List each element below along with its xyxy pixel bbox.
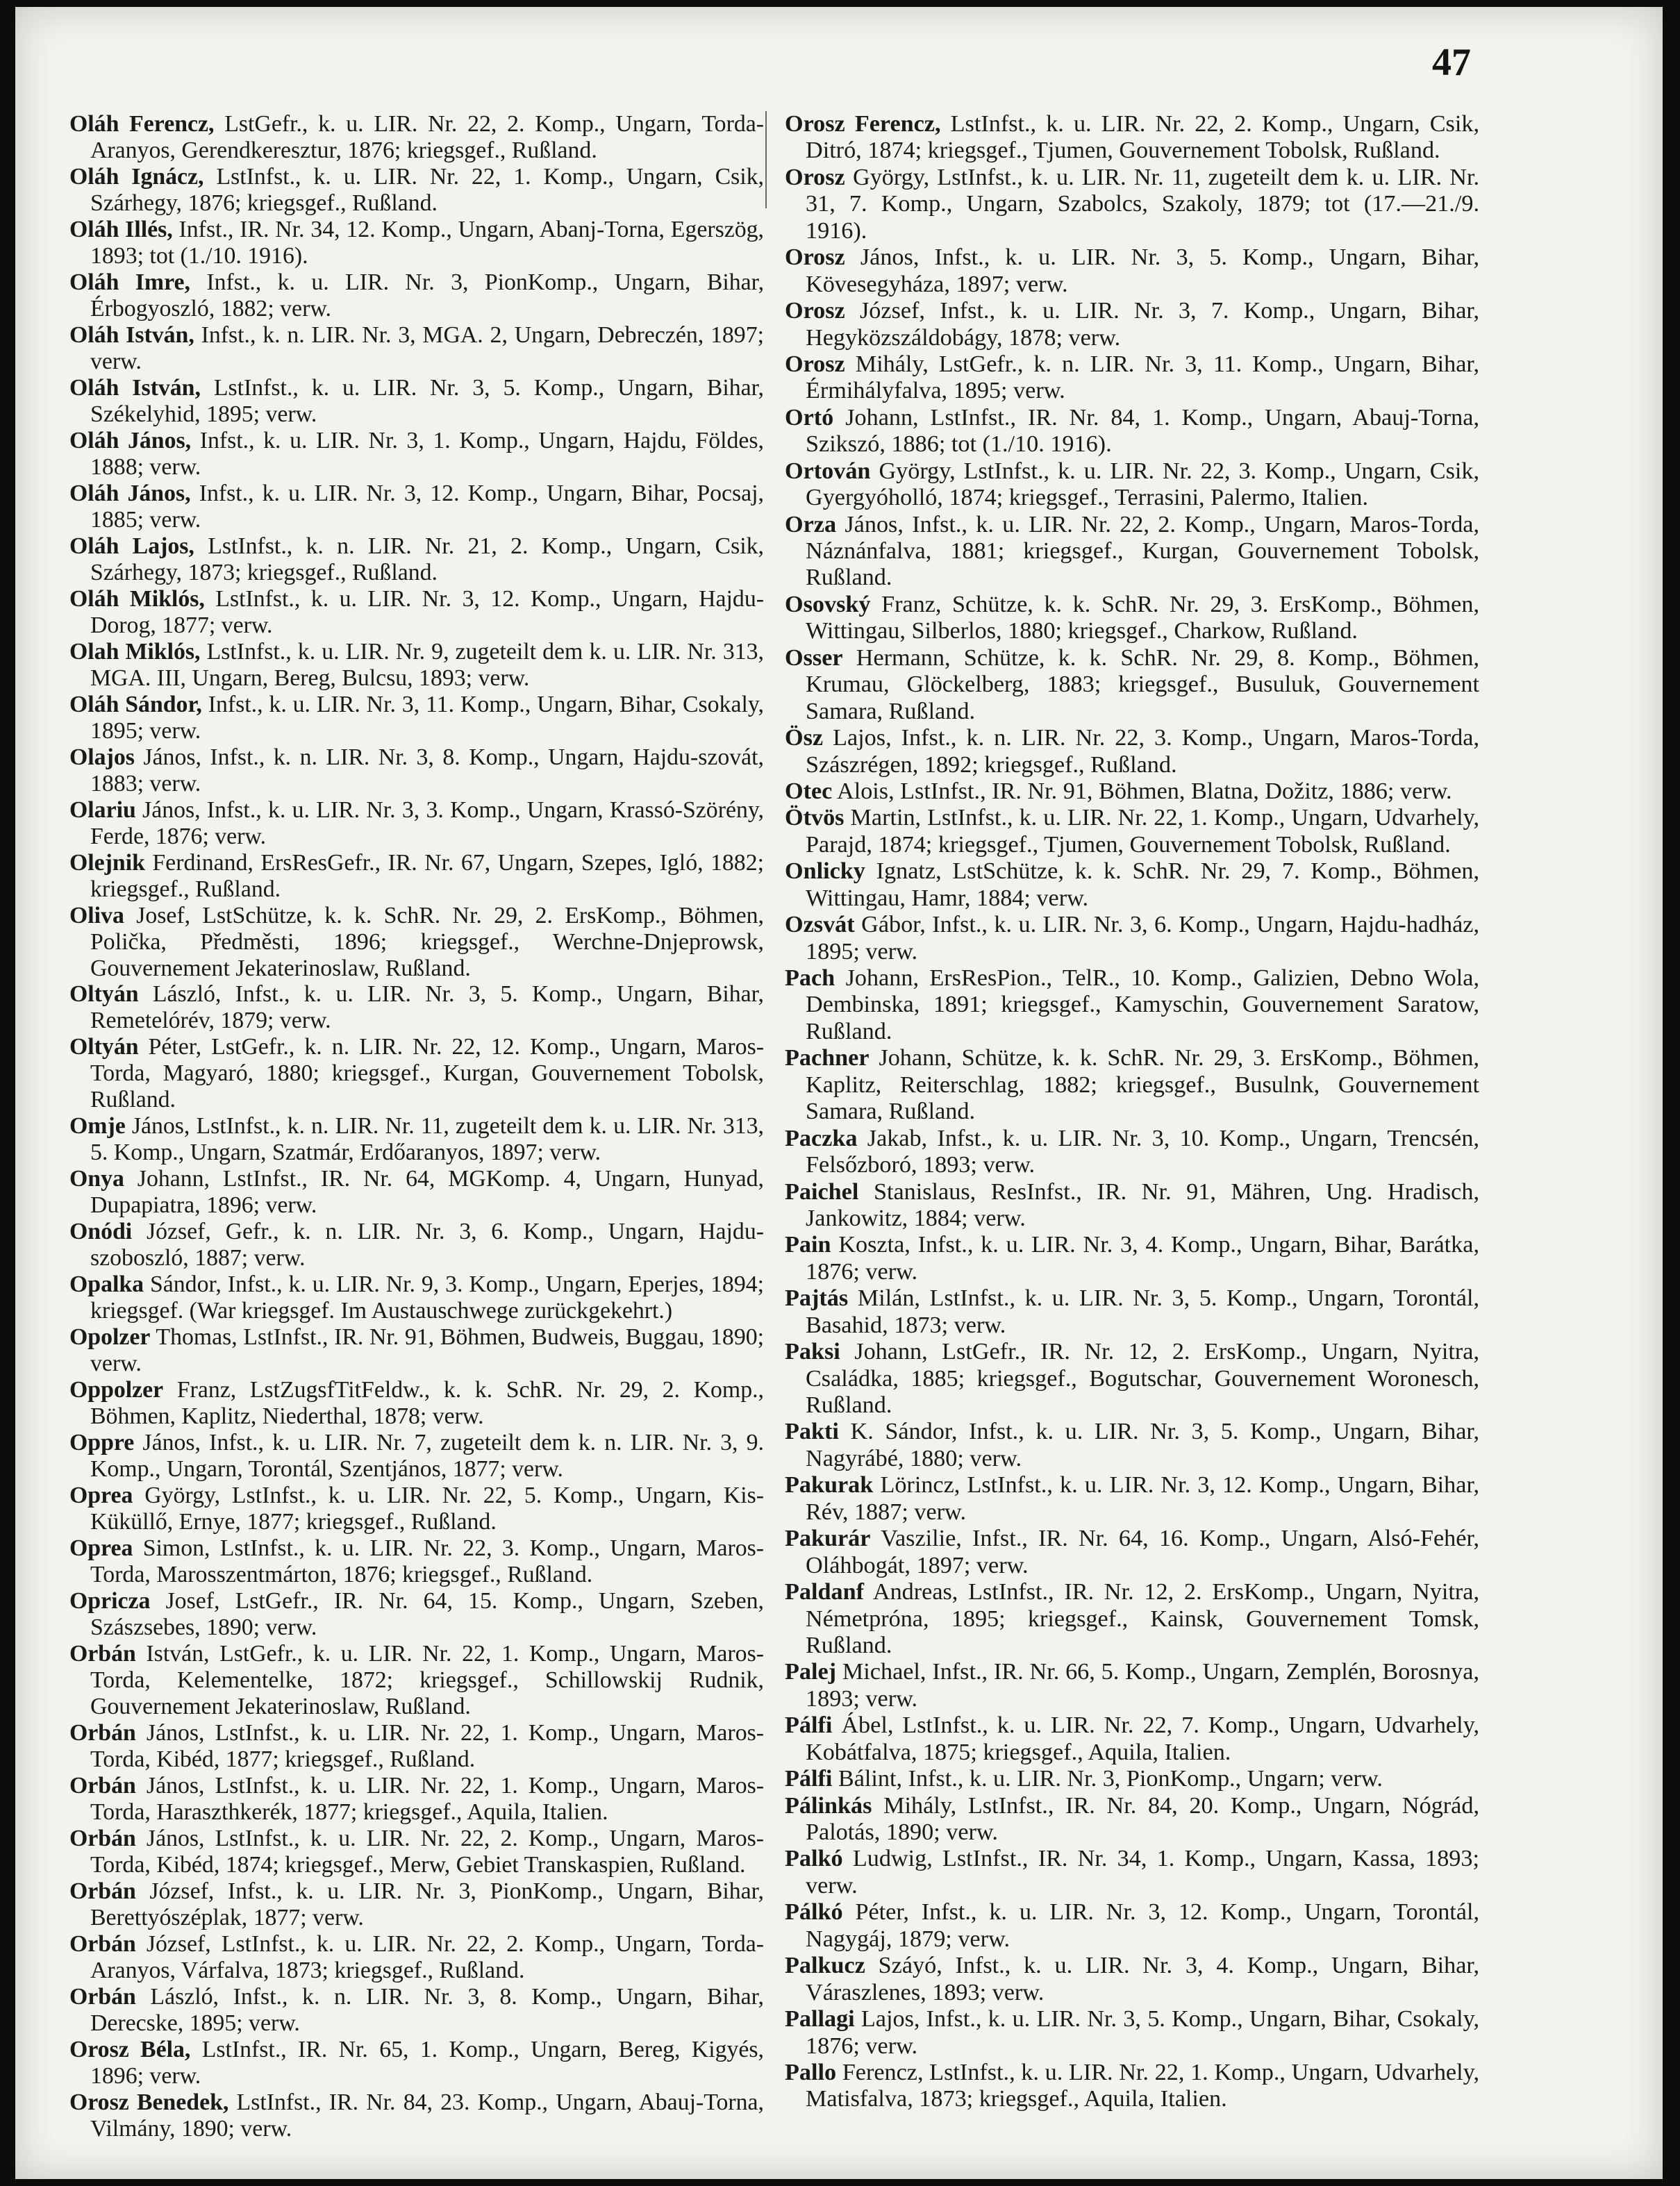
entry-details: Vaszilie, Infst., IR. Nr. 64, 16. Komp., Ungarn, Alsó-Fehér, Oláhbogát, 1897; verw. — [806, 1526, 1480, 1578]
entry-details: Ferdinand, ErsResGefr., IR. Nr. 67, Ungarn, Szepes, Igló, 1882; kriegsgef., Rußland. — [90, 849, 764, 902]
entry-details: LstInfst., k. u. LIR. Nr. 3, 12. Komp., Ungarn, Hajdu-Dorog, 1877; verw. — [90, 585, 764, 638]
list-entry — [785, 165, 1479, 244]
entry-name: Pálkó — [785, 1899, 843, 1926]
list-entry — [785, 1953, 1479, 2006]
list-entry — [785, 458, 1479, 512]
list-entry — [69, 269, 764, 322]
list-entry — [785, 1339, 1479, 1419]
list-entry — [785, 1846, 1479, 1899]
entry-details: Martin, LstInfst., k. u. LIR. Nr. 22, 1. Komp., Ungarn, Udvarhely, Parajd, 1874; kriegsgef., Tjumen, Gouvernement Tobolsk, Rußland. — [806, 805, 1480, 858]
entry-details: János, Infst., k. n. LIR. Nr. 3, 8. Komp., Ungarn, Hajdu-szovát, 1883; verw. — [90, 744, 765, 796]
entry-name: Oláh Sándor, — [69, 691, 202, 717]
entry-details: Mihály, LstGefr., k. n. LIR. Nr. 3, 11. Komp., Ungarn, Bihar, Érmihályfalva, 1895; verw. — [806, 351, 1479, 404]
list-entry — [785, 2006, 1479, 2060]
entry-details: Infst., k. u. LIR. Nr. 3, 11. Komp., Ungarn, Bihar, Csokaly, 1895; verw. — [90, 691, 764, 744]
entry-name: Paksi — [785, 1339, 840, 1365]
entry-name: Paichel — [785, 1178, 859, 1205]
entry-name: Osovský — [785, 591, 871, 617]
entry-details: Infst., k. u. LIR. Nr. 3, 1. Komp., Ungarn, Hajdu, Földes, 1888; verw. — [90, 427, 764, 480]
list-entry — [785, 298, 1479, 351]
entry-details: Josef, LstSchütze, k. k. SchR. Nr. 29, 2. ErsKomp., Böhmen, Polička, Předměsti, 1896; kriegsgef., Werchne-Dnjeprowsk, Gouvernement Jekaterinoslaw, Rußland. — [90, 902, 764, 981]
list-entry — [785, 2060, 1479, 2113]
page-number: 47 — [1432, 41, 1471, 84]
entry-name: Paczka — [785, 1125, 858, 1151]
entry-name: Orbán — [69, 1930, 136, 1957]
list-entry — [785, 1045, 1479, 1125]
column-divider — [765, 111, 767, 208]
entry-details: LstInfst., k. u. LIR. Nr. 22, 1. Komp., Ungarn, Csik, Szárhegy, 1876; kriegsgef., Rußland. — [90, 163, 764, 216]
entry-details: Johann, LstGefr., IR. Nr. 12, 2. ErsKomp., Ungarn, Nyitra, Családka, 1885; kriegsgef., Bogutschar, Gouvernement Woronesch, Rußland. — [806, 1339, 1479, 1418]
entry-name: Palkó — [785, 1846, 843, 1872]
entry-name: Osser — [785, 644, 843, 671]
entry-details: László, Infst., k. n. LIR. Nr. 3, 8. Komp., Ungarn, Bihar, Derecske, 1895; verw. — [90, 1983, 764, 2036]
list-entry — [69, 797, 764, 850]
list-entry — [69, 1720, 764, 1773]
list-entry — [785, 965, 1479, 1045]
entry-name: Ortován — [785, 458, 871, 484]
list-entry — [785, 1793, 1479, 1846]
entry-name: Oláh Miklós, — [69, 585, 205, 612]
list-entry — [785, 1526, 1479, 1579]
entry-details: Péter, LstGefr., k. n. LIR. Nr. 22, 12. Komp., Ungarn, Maros-Torda, Magyaró, 1880; kriegsgef., Kurgan, Gouvernement Tobolsk, Rußland. — [90, 1034, 764, 1113]
entry-name: Oláh Ferencz, — [69, 111, 215, 137]
entry-name: Paldanf — [785, 1579, 864, 1605]
entry-details: LstInfst., IR. Nr. 65, 1. Komp., Ungarn, Bereg, Kigyés, 1896; verw. — [90, 2036, 764, 2089]
list-entry — [785, 778, 1479, 805]
list-entry — [785, 592, 1479, 645]
entry-details: János, Infst., k. u. LIR. Nr. 7, zugeteilt dem k. n. LIR. Nr. 3, 9. Komp., Ungarn, Torontál, Szentjános, 1877; verw. — [90, 1430, 764, 1483]
list-entry — [69, 1166, 764, 1219]
list-entry — [69, 1271, 764, 1324]
entry-name: Orosz Béla, — [69, 2036, 191, 2062]
entry-details: Johann, Schütze, k. k. SchR. Nr. 29, 3. ErsKomp., Böhmen, Kaplitz, Reiterschlag, 1882; kriegsgef., Busulnk, Gouvernement Samara, Rußland. — [806, 1045, 1479, 1125]
entry-name: Oprea — [69, 1535, 133, 1562]
entry-details: Lajos, Infst., k. n. LIR. Nr. 22, 3. Komp., Ungarn, Maros-Torda, Szászrégen, 1892; kriegsgef., Rußland. — [806, 725, 1479, 778]
entry-details: János, LstInfst., k. u. LIR. Nr. 22, 1. Komp., Ungarn, Maros-Torda, Kibéd, 1877; kriegsgef., Rußland. — [90, 1720, 764, 1773]
list-entry — [69, 2089, 764, 2142]
list-entry — [69, 639, 764, 692]
list-entry — [785, 1419, 1479, 1472]
entry-name: Opricza — [69, 1588, 151, 1615]
entry-details: Sándor, Infst., k. u. LIR. Nr. 9, 3. Komp., Ungarn, Eperjes, 1894; kriegsgef. (War kriegsgef. Im Austauschwege zurückgekehrt.) — [90, 1271, 764, 1324]
list-entry — [69, 744, 764, 797]
entry-details: Infst., k. u. LIR. Nr. 3, PionKomp., Ungarn, Bihar, Érbogyoszló, 1882; verw. — [90, 269, 765, 322]
entry-name: Opolzer — [69, 1324, 151, 1351]
list-entry — [69, 1641, 764, 1720]
list-entry — [785, 805, 1479, 858]
list-entry — [785, 1899, 1479, 1953]
entry-name: Pálfi — [785, 1712, 833, 1739]
list-entry — [69, 1535, 764, 1588]
entry-name: Olajos — [69, 744, 135, 770]
list-entry — [69, 1773, 764, 1826]
entry-details: János, LstInfst., k. u. LIR. Nr. 22, 1. Komp., Ungarn, Maros-Torda, Haraszthkerék, 1877; kriegsgef., Aquila, Italien. — [90, 1773, 764, 1825]
entry-name: Pachner — [785, 1045, 870, 1071]
list-entry — [69, 1219, 764, 1271]
list-entry — [69, 586, 764, 639]
entry-name: Otec — [785, 778, 833, 804]
entry-name: Pakurár — [785, 1526, 871, 1552]
entry-name: Pajtás — [785, 1285, 849, 1312]
entry-details: János, Infst., k. u. LIR. Nr. 3, 5. Komp., Ungarn, Bihar, Kövesegyháza, 1897; verw. — [806, 244, 1479, 297]
list-entry — [69, 1430, 764, 1483]
entry-details: Johann, LstInfst., IR. Nr. 64, MGKomp. 4, Ungarn, Hunyad, Dupapiatra, 1896; verw. — [90, 1166, 764, 1219]
entry-name: Oltyán — [69, 981, 139, 1008]
entry-name: Ösz — [785, 725, 824, 751]
list-entry — [69, 111, 764, 164]
entry-name: Orosz Benedek, — [69, 2089, 229, 2115]
list-entry — [785, 1285, 1479, 1339]
list-entry — [69, 1324, 764, 1377]
list-entry — [69, 375, 764, 428]
list-entry — [69, 322, 764, 375]
entry-name: Orza — [785, 511, 837, 537]
entry-name: Pain — [785, 1232, 831, 1258]
list-entry — [69, 1878, 764, 1931]
entry-details: Franz, LstZugsfTitFeldw., k. k. SchR. Nr. 29, 2. Komp., Böhmen, Kaplitz, Niederthal, 1878; verw. — [90, 1377, 764, 1430]
list-entry — [785, 1232, 1479, 1285]
entry-name: Oláh Lajos, — [69, 533, 194, 559]
list-entry — [69, 1377, 764, 1430]
entry-name: Pálfi — [785, 1766, 833, 1792]
list-entry — [785, 725, 1479, 778]
entry-name: Orosz — [785, 298, 845, 324]
entry-name: Oláh Imre, — [69, 269, 190, 295]
entry-details: Jakab, Infst., k. u. LIR. Nr. 3, 10. Komp., Ungarn, Trencsén, Felsőzboró, 1893; verw. — [806, 1125, 1479, 1178]
list-entry — [69, 164, 764, 217]
entry-name: Oláh István, — [69, 322, 194, 348]
entry-details: Ferencz, LstInfst., k. u. LIR. Nr. 22, 1. Komp., Ungarn, Udvarhely, Matisfalva, 1873; kriegsgef., Aquila, Italien. — [806, 2059, 1480, 2112]
list-entry — [785, 912, 1479, 965]
entry-details: József, Infst., k. u. LIR. Nr. 3, 7. Komp., Ungarn, Bihar, Hegyközszáldobágy, 1878; verw. — [806, 298, 1479, 351]
entry-name: Oláh István, — [69, 374, 201, 401]
entry-name: Oprea — [69, 1483, 133, 1509]
entry-details: LstInfst., k. n. LIR. Nr. 21, 2. Komp., Ungarn, Csik, Szárhegy, 1873; kriegsgef., Rußland. — [90, 533, 764, 585]
list-entry — [785, 1766, 1479, 1792]
entry-name: Olah Miklós, — [69, 638, 201, 665]
entry-name: Oppolzer — [69, 1377, 164, 1403]
entry-details: János, Infst., k. u. LIR. Nr. 3, 3. Komp., Ungarn, Krassó-Szörény, Ferde, 1876; verw. — [90, 796, 764, 849]
entry-details: György, LstInfst., k. u. LIR. Nr. 11, zugeteilt dem k. u. LIR. Nr. 31, 7. Komp., Ungarn, Szabolcs, Szakoly, 1879; tot (17.—21./9. 1916). — [806, 164, 1479, 244]
entry-name: Onódi — [69, 1219, 133, 1245]
list-entry — [785, 405, 1479, 458]
entry-details: György, LstInfst., k. u. LIR. Nr. 22, 5. Komp., Ungarn, Kis-Küküllő, Ernye, 1877; kriegsgef., Rußland. — [90, 1483, 764, 1535]
entry-name: Orbán — [69, 1720, 136, 1746]
entry-name: Pakurak — [785, 1472, 874, 1499]
entry-details: Johann, ErsResPion., TelR., 10. Komp., Galizien, Debno Wola, Dembinska, 1891; kriegsgef., Kamyschin, Gouvernement Saratow, Rußland. — [806, 965, 1479, 1044]
entry-name: Onlicky — [785, 858, 865, 885]
list-entry — [785, 512, 1479, 592]
list-entry — [69, 981, 764, 1034]
list-entry — [69, 903, 764, 982]
list-entry — [785, 1472, 1479, 1526]
entry-name: Oláh Illés, — [69, 216, 173, 242]
entry-details: Lörincz, LstInfst., k. u. LIR. Nr. 3, 12. Komp., Ungarn, Bihar, Rév, 1887; verw. — [806, 1472, 1480, 1525]
entry-name: Pálinkás — [785, 1792, 872, 1819]
entry-name: Ortó — [785, 404, 834, 431]
entry-details: LstGefr., k. u. LIR. Nr. 22, 2. Komp., Ungarn, Torda-Aranyos, Gerendkeresztur, 1876; kriegsgef., Rußland. — [90, 111, 764, 163]
list-entry — [785, 1579, 1479, 1659]
entry-details: Koszta, Infst., k. u. LIR. Nr. 3, 4. Komp., Ungarn, Bihar, Barátka, 1876; verw. — [806, 1232, 1479, 1285]
list-entry — [69, 1113, 764, 1166]
entry-details: Péter, Infst., k. u. LIR. Nr. 3, 12. Komp., Ungarn, Torontál, Nagygáj, 1879; verw. — [806, 1899, 1480, 1952]
right-column — [785, 111, 1479, 2113]
entry-details: Mihály, LstInfst., IR. Nr. 84, 20. Komp., Ungarn, Nógrád, Palotás, 1890; verw. — [806, 1792, 1479, 1845]
entry-details: István, LstGefr., k. u. LIR. Nr. 22, 1. Komp., Ungarn, Maros-Torda, Kelementelke, 1872; kriegsgef., Schillowskij Rudnik, Gouvernement Jekaterinoslaw, Rußland. — [90, 1641, 764, 1720]
entry-name: Oláh János, — [69, 427, 192, 453]
entry-details: LstInfst., k. u. LIR. Nr. 9, zugeteilt dem k. u. LIR. Nr. 313, MGA. III, Ungarn, Bereg, Bulcsu, 1893; verw. — [90, 638, 764, 691]
entry-details: K. Sándor, Infst., k. u. LIR. Nr. 3, 5. Komp., Ungarn, Bihar, Nagyrábé, 1880; verw. — [806, 1419, 1479, 1471]
entry-name: Palkucz — [785, 1953, 865, 1979]
entry-details: Lajos, Infst., k. u. LIR. Nr. 3, 5. Komp., Ungarn, Bihar, Csokaly, 1876; verw. — [806, 2006, 1479, 2059]
entry-details: János, LstInfst., k. n. LIR. Nr. 11, zugeteilt dem k. u. LIR. Nr. 313, 5. Komp., Ungarn, Szatmár, Erdőaranyos, 1897; verw. — [90, 1113, 764, 1166]
list-entry — [785, 1712, 1479, 1766]
list-entry — [69, 1483, 764, 1535]
entry-details: Infst., k. u. LIR. Nr. 3, 12. Komp., Ungarn, Bihar, Pocsaj, 1885; verw. — [90, 480, 765, 533]
list-entry — [785, 111, 1479, 165]
entry-name: Ötvös — [785, 805, 845, 831]
entry-name: Pallagi — [785, 2006, 855, 2033]
list-entry — [69, 217, 764, 269]
entry-details: György, LstInfst., k. u. LIR. Nr. 22, 3. Komp., Ungarn, Csik, Gyergyóholló, 1874; kriegsgef., Terrasini, Palermo, Italien. — [806, 458, 1480, 511]
entry-details: Johann, LstInfst., IR. Nr. 84, 1. Komp., Ungarn, Abauj-Torna, Szikszó, 1886; tot (1./10. 1916). — [806, 404, 1479, 458]
list-entry — [785, 858, 1479, 912]
entry-details: Franz, Schütze, k. k. SchR. Nr. 29, 3. ErsKomp., Böhmen, Wittingau, Silberlos, 1880; kriegsgef., Charkow, Rußland. — [806, 591, 1479, 644]
entry-details: Száyó, Infst., k. u. LIR. Nr. 3, 4. Komp., Ungarn, Bihar, Váraszlenes, 1893; verw. — [806, 1953, 1479, 2005]
entry-details: LstInfst., IR. Nr. 84, 23. Komp., Ungarn, Abauj-Torna, Vilmány, 1890; verw. — [90, 2089, 765, 2142]
list-entry — [69, 428, 764, 481]
entry-name: Pach — [785, 965, 835, 991]
entry-name: Opalka — [69, 1271, 144, 1298]
list-entry — [785, 1179, 1479, 1233]
list-entry — [785, 645, 1479, 725]
entry-details: Thomas, LstInfst., IR. Nr. 91, Böhmen, Budweis, Buggau, 1890; verw. — [90, 1324, 765, 1377]
entry-name: Olejnik — [69, 849, 145, 876]
list-entry — [69, 533, 764, 586]
entry-details: Bálint, Infst., k. u. LIR. Nr. 3, PionKomp., Ungarn; verw. — [838, 1766, 1383, 1792]
entry-details: Simon, LstInfst., k. u. LIR. Nr. 22, 3. Komp., Ungarn, Maros-Torda, Marosszentmárton, 1876; kriegsgef., Rußland. — [90, 1535, 765, 1588]
list-entry — [69, 2037, 764, 2089]
entry-details: Infst., IR. Nr. 34, 12. Komp., Ungarn, Abanj-Torna, Egerszög, 1893; tot (1./10. 1916). — [90, 216, 764, 269]
list-entry — [785, 351, 1479, 405]
entry-name: Oláh Ignácz, — [69, 163, 204, 190]
list-entry — [69, 1034, 764, 1113]
entry-name: Oliva — [69, 902, 124, 928]
list-entry — [69, 1984, 764, 2037]
list-entry — [69, 481, 764, 533]
list-entry — [785, 244, 1479, 298]
entry-details: Josef, LstGefr., IR. Nr. 64, 15. Komp., Ungarn, Szeben, Szászsebes, 1890; verw. — [90, 1588, 764, 1641]
entry-name: Onya — [69, 1166, 124, 1192]
list-entry — [69, 692, 764, 744]
entry-name: Pakti — [785, 1419, 839, 1445]
document-page — [15, 7, 1663, 2179]
entry-details: Alois, LstInfst., IR. Nr. 91, Böhmen, Blatna, Dožitz, 1886; verw. — [837, 778, 1452, 804]
entry-details: Ábel, LstInfst., k. u. LIR. Nr. 22, 7. Komp., Ungarn, Udvarhely, Kobátfalva, 1875; kriegsgef., Aquila, Italien. — [806, 1712, 1480, 1765]
list-entry — [69, 1931, 764, 1984]
entry-details: Michael, Infst., IR. Nr. 66, 5. Komp., Ungarn, Zemplén, Borosnya, 1893; verw. — [806, 1659, 1479, 1712]
entry-name: Orosz — [785, 244, 845, 271]
entry-name: Orosz — [785, 164, 845, 190]
entry-details: Hermann, Schütze, k. k. SchR. Nr. 29, 8. Komp., Böhmen, Krumau, Glöckelberg, 1883; kriegsgef., Busuluk, Gouvernement Samara, Rußland. — [806, 644, 1480, 724]
entry-details: Gábor, Infst., k. u. LIR. Nr. 3, 6. Komp., Ungarn, Hajdu-hadház, 1895; verw. — [806, 912, 1479, 965]
list-entry — [69, 850, 764, 903]
entry-details: János, LstInfst., k. u. LIR. Nr. 22, 2. Komp., Ungarn, Maros-Torda, Kibéd, 1874; kriegsgef., Merw, Gebiet Transkaspien, Rußland. — [90, 1825, 764, 1878]
entry-details: Infst., k. n. LIR. Nr. 3, MGA. 2, Ungarn, Debreczén, 1897; verw. — [90, 322, 764, 374]
entry-name: Orosz Ferencz, — [785, 111, 941, 137]
entry-name: Orbán — [69, 1641, 136, 1667]
entry-details: Ignatz, LstSchütze, k. k. SchR. Nr. 29, 7. Komp., Böhmen, Wittingau, Hamr, 1884; verw. — [806, 858, 1480, 911]
list-entry — [69, 1588, 764, 1641]
entry-name: Olariu — [69, 796, 136, 823]
entry-name: Orosz — [785, 351, 845, 377]
list-entry — [69, 1826, 764, 1878]
entry-details: Milán, LstInfst., k. u. LIR. Nr. 3, 5. Komp., Ungarn, Torontál, Basahid, 1873; verw. — [806, 1285, 1480, 1338]
entry-name: Pallo — [785, 2059, 837, 2085]
entry-details: László, Infst., k. u. LIR. Nr. 3, 5. Komp., Ungarn, Bihar, Remetelórév, 1879; verw. — [90, 981, 764, 1034]
entry-name: Orbán — [69, 1983, 136, 2010]
entry-details: LstInfst., k. u. LIR. Nr. 3, 5. Komp., Ungarn, Bihar, Székelyhid, 1895; verw. — [90, 374, 764, 427]
entry-name: Orbán — [69, 1878, 136, 1904]
entry-name: Omje — [69, 1113, 126, 1140]
list-entry — [785, 1659, 1479, 1712]
entry-details: József, Gefr., k. n. LIR. Nr. 3, 6. Komp., Ungarn, Hajdu-szoboszló, 1887; verw. — [90, 1219, 764, 1271]
entry-details: Stanislaus, ResInfst., IR. Nr. 91, Mähren, Ung. Hradisch, Jankowitz, 1884; verw. — [806, 1178, 1479, 1231]
entry-details: Ludwig, LstInfst., IR. Nr. 34, 1. Komp., Ungarn, Kassa, 1893; verw. — [806, 1846, 1479, 1899]
entry-name: Ozsvát — [785, 912, 855, 938]
entry-name: Oláh János, — [69, 480, 191, 506]
entry-details: József, Infst., k. u. LIR. Nr. 3, PionKomp., Ungarn, Bihar, Berettyószéplak, 1877; verw. — [90, 1878, 764, 1930]
entry-name: Orbán — [69, 1773, 136, 1799]
entry-details: János, Infst., k. u. LIR. Nr. 22, 2. Komp., Ungarn, Maros-Torda, Náznánfalva, 1881; kriegsgef., Kurgan, Gouvernement Tobolsk, Rußland. — [806, 511, 1480, 591]
entry-details: József, LstInfst., k. u. LIR. Nr. 22, 2. Komp., Ungarn, Torda-Aranyos, Várfalva, 1873; kriegsgef., Rußland. — [90, 1930, 764, 1983]
entry-name: Orbán — [69, 1825, 136, 1851]
entry-details: Andreas, LstInfst., IR. Nr. 12, 2. ErsKomp., Ungarn, Nyitra, Németpróna, 1895; kriegsgef., Kainsk, Gouvernement Tomsk, Rußland. — [806, 1579, 1479, 1658]
entry-name: Oppre — [69, 1430, 135, 1456]
list-entry — [785, 1126, 1479, 1179]
entry-details: LstInfst., k. u. LIR. Nr. 22, 2. Komp., Ungarn, Csik, Ditró, 1874; kriegsgef., Tjumen, Gouvernement Tobolsk, Rußland. — [806, 111, 1480, 164]
entry-name: Palej — [785, 1659, 837, 1685]
entry-name: Oltyán — [69, 1034, 139, 1060]
left-column — [69, 111, 764, 2142]
